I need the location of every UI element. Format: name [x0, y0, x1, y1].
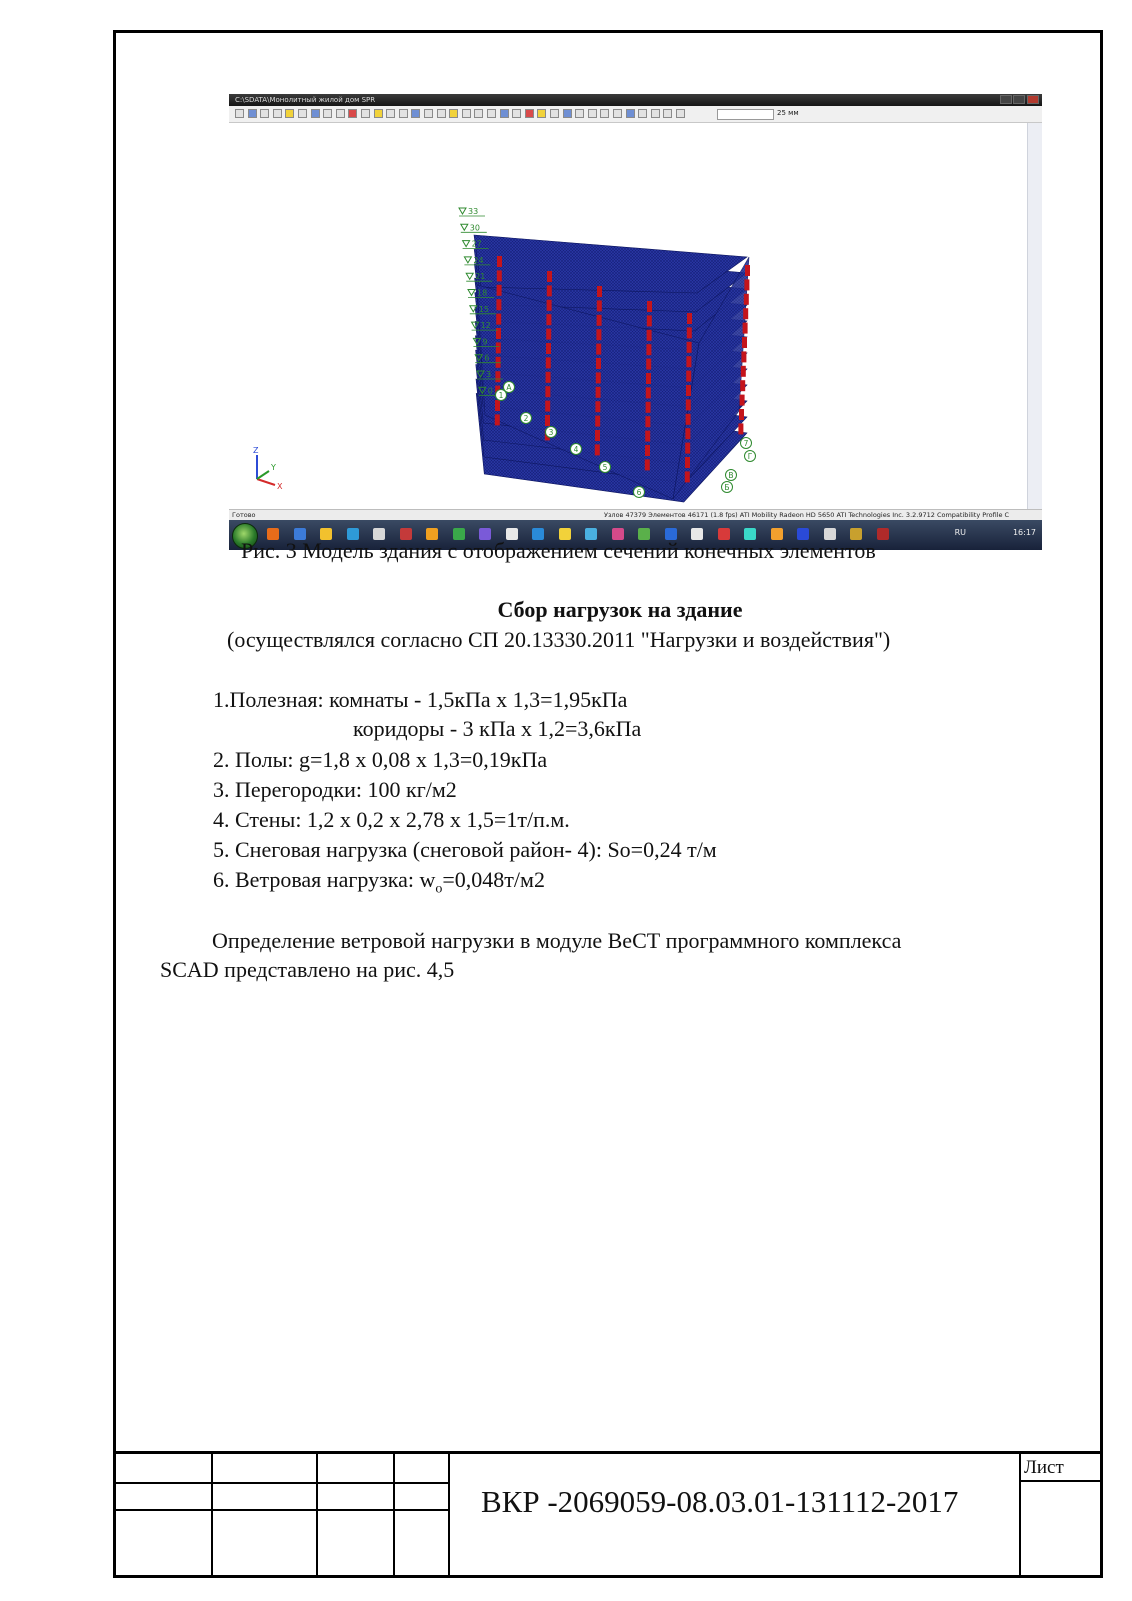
toolbar-tool-icon[interactable]: [575, 109, 584, 118]
zoom-unit: 25 мм: [777, 109, 799, 117]
toolbar-tool-icon[interactable]: [487, 109, 496, 118]
level-marker-icon: [459, 208, 466, 214]
scad-screenshot: [229, 94, 1042, 550]
axis-bubble-label: В: [728, 471, 734, 480]
status-ready: Готово: [232, 511, 256, 519]
level-label: 18: [477, 288, 488, 298]
column-element: [497, 285, 502, 296]
title-block-col-line: [448, 1451, 450, 1578]
body-paragraph: [160, 926, 940, 984]
load-item-6-prefix: 6. Ветровая нагрузка: w: [213, 867, 436, 892]
toolbar-tool-icon[interactable]: [273, 109, 282, 118]
z-axis-label: Z: [253, 446, 259, 455]
column-element: [495, 414, 500, 425]
figure-caption-text: Рис. 3 Модель здания с отображением сечений конечных элементов: [241, 538, 876, 563]
level-label: 21: [475, 272, 486, 282]
maximize-button[interactable]: [1013, 95, 1025, 104]
load-item-5: 5. Снеговая нагрузка (снеговой район- 4): So=0,24 т/м: [213, 837, 717, 862]
tray-clock: 16:17: [1012, 528, 1036, 537]
column-element: [546, 343, 551, 354]
column-element: [496, 299, 501, 310]
column-element: [647, 330, 652, 341]
column-element: [596, 329, 601, 340]
column-element: [739, 409, 744, 420]
title-block-col-line: [211, 1451, 213, 1578]
column-element: [596, 387, 601, 398]
column-element: [646, 359, 651, 370]
taskbar-app-icon[interactable]: [877, 528, 889, 540]
floor-slab: [471, 235, 747, 293]
zoom-step-field[interactable]: [717, 109, 774, 120]
column-element: [595, 401, 600, 412]
column-element: [686, 371, 691, 382]
column-element: [546, 372, 551, 383]
column-element: [547, 271, 552, 282]
column-element: [685, 471, 690, 482]
axis-bubble-label: Б: [724, 483, 730, 492]
level-label: 33: [468, 207, 479, 216]
column-element: [645, 416, 650, 427]
column-element: [685, 443, 690, 454]
toolbar-tool-icon[interactable]: [260, 109, 269, 118]
toolbar-tool-icon[interactable]: [235, 109, 244, 118]
column-element: [496, 342, 501, 353]
x-axis-line: [257, 479, 275, 485]
toolbar-tool-icon[interactable]: [600, 109, 609, 118]
column-element: [646, 373, 651, 384]
level-label: 3: [486, 370, 492, 379]
column-element: [647, 301, 652, 312]
column-element: [546, 314, 551, 325]
axis-bubble-label: 2: [523, 414, 529, 423]
level-marker-icon: [466, 273, 473, 279]
sheet-col-line: [1019, 1451, 1021, 1578]
section-subheading: (осуществлялся согласно СП 20.13330.2011 "Нагрузки и воздействия"): [227, 627, 891, 652]
toolbar-tool-icon[interactable]: [386, 109, 395, 118]
sheet-label: Лист: [1024, 1457, 1064, 1478]
column-element: [497, 270, 502, 281]
load-item-6: [213, 867, 545, 897]
level-marker-icon: [464, 257, 471, 263]
toolbar-tool-icon[interactable]: [311, 109, 320, 118]
window-title: C:\SDATA\Монолитный жилой дом SPR: [235, 96, 376, 104]
column-element: [646, 344, 651, 355]
column-element: [687, 313, 692, 324]
toolbar-tool-icon[interactable]: [323, 109, 332, 118]
axis-bubble-label: 1: [498, 391, 504, 400]
column-element: [647, 315, 652, 326]
toolbar-tool-icon[interactable]: [651, 109, 660, 118]
column-element: [596, 358, 601, 369]
toolbar-tool-icon[interactable]: [361, 109, 370, 118]
toolbar-tool-icon[interactable]: [613, 109, 622, 118]
column-element: [744, 294, 749, 305]
status-bar: [229, 509, 1042, 520]
column-element: [645, 445, 650, 456]
toolbar-tool-icon[interactable]: [626, 109, 635, 118]
column-element: [496, 328, 501, 339]
toolbar-tool-icon[interactable]: [298, 109, 307, 118]
toolbar-tool-icon[interactable]: [474, 109, 483, 118]
x-axis-label: X: [277, 482, 283, 491]
column-element: [686, 385, 691, 396]
level-label: 30: [469, 223, 480, 233]
y-axis-line: [257, 471, 269, 479]
load-item-6-suffix: =0,048т/м2: [442, 867, 545, 892]
level-label: 15: [478, 304, 489, 314]
coordinate-triad: [253, 446, 283, 491]
column-element: [645, 459, 650, 470]
column-element: [596, 344, 601, 355]
toolbar-tool-icon[interactable]: [411, 109, 420, 118]
window-titlebar: [229, 94, 1042, 106]
level-marker-icon: [461, 224, 468, 230]
toolbar-tool-icon[interactable]: [563, 109, 572, 118]
toolbar-tool-icon[interactable]: [588, 109, 597, 118]
toolbar-tool-icon[interactable]: [449, 109, 458, 118]
level-label: 9: [482, 337, 488, 347]
level-marker-icon: [468, 290, 475, 296]
column-element: [547, 300, 552, 311]
level-label: 12: [480, 321, 491, 331]
column-element: [686, 414, 691, 425]
level-label: 0: [487, 386, 493, 396]
toolbar-tool-icon[interactable]: [663, 109, 672, 118]
column-element: [740, 380, 745, 391]
load-item-1-corridors: коридоры - 3 кПа х 1,2=3,6кПа: [353, 716, 642, 741]
toolbar-tool-icon[interactable]: [336, 109, 345, 118]
column-element: [497, 256, 502, 267]
sheet-cell-line: [1021, 1480, 1103, 1482]
system-tray: [954, 528, 1036, 537]
column-element: [546, 329, 551, 340]
minimize-button[interactable]: [1000, 95, 1012, 104]
column-element: [545, 401, 550, 412]
title-block-col-line: [316, 1451, 318, 1578]
toolbar-tool-icon[interactable]: [676, 109, 685, 118]
toolbar-tool-icon[interactable]: [462, 109, 471, 118]
column-element: [738, 423, 743, 434]
column-element: [687, 342, 692, 353]
column-element: [545, 386, 550, 397]
column-element: [597, 300, 602, 311]
y-axis-label: Y: [271, 463, 276, 472]
column-element: [743, 308, 748, 319]
column-element: [743, 323, 748, 334]
column-element: [686, 356, 691, 367]
axis-bubble-label: 5: [602, 463, 608, 472]
axis-bubble-label: 7: [743, 439, 749, 448]
column-element: [595, 416, 600, 427]
column-element: [685, 457, 690, 468]
column-element: [645, 431, 650, 442]
status-info: Узлов 47379 Элементов 46171 (1.8 fps) ATI Mobility Radeon HD 5650 ATI Technologies Inc. 3.2.9712 Compatibility Profile C: [604, 511, 1010, 519]
column-element: [496, 314, 501, 325]
toolbar-tool-icon[interactable]: [348, 109, 357, 118]
toolbar-tool-icon[interactable]: [399, 109, 408, 118]
toolbar-tool-icon[interactable]: [638, 109, 647, 118]
column-element: [597, 315, 602, 326]
toolbar-tool-icon[interactable]: [512, 109, 521, 118]
column-element: [546, 357, 551, 368]
toolbar-tool-icon[interactable]: [374, 109, 383, 118]
column-element: [595, 430, 600, 441]
level-label: 6: [484, 353, 490, 363]
column-element: [685, 428, 690, 439]
column-element: [745, 265, 750, 276]
load-item-1: 1.Полезная: комнаты - 1,5кПа х 1,3=1,95кПа: [213, 687, 628, 712]
axis-bubble-label: 4: [573, 445, 579, 454]
column-element: [547, 285, 552, 296]
level-label: 27: [471, 239, 482, 249]
toolbar-tool-icon[interactable]: [500, 109, 509, 118]
column-element: [496, 357, 501, 368]
column-element: [687, 327, 692, 338]
level-label: 24: [473, 255, 484, 265]
toolbar-tool-icon[interactable]: [285, 109, 294, 118]
toolbar: [229, 106, 1042, 123]
document-code: ВКР -2069059-08.03.01-131112-2017: [481, 1484, 959, 1519]
building-model: [471, 235, 750, 502]
column-element: [740, 395, 745, 406]
axis-bubble-label: 6: [636, 488, 642, 497]
toolbar-tool-icon[interactable]: [550, 109, 559, 118]
title-block-col-line: [393, 1451, 395, 1578]
axis-bubble-label: Г: [747, 452, 753, 461]
column-element: [744, 279, 749, 290]
toolbar-tool-icon[interactable]: [424, 109, 433, 118]
tray-language[interactable]: RU: [954, 528, 966, 537]
load-item-3: 3. Перегородки: 100 кг/м2: [213, 777, 457, 802]
toolbar-tool-icon[interactable]: [248, 109, 257, 118]
section-heading: Сбор нагрузок на здание: [497, 597, 743, 622]
column-element: [495, 400, 500, 411]
right-tool-strip[interactable]: [1027, 123, 1042, 509]
column-element: [646, 387, 651, 398]
load-item-2: 2. Полы: g=1,8 х 0,08 х 1,3=0,19кПа: [213, 747, 548, 772]
load-item-6-subscript: o: [435, 881, 443, 897]
toolbar-tool-icon[interactable]: [525, 109, 534, 118]
title-block-row-line: [113, 1482, 450, 1484]
column-element: [596, 372, 601, 383]
column-element: [686, 399, 691, 410]
column-element: [595, 444, 600, 455]
column-element: [597, 286, 602, 297]
title-block-row-line: [113, 1509, 450, 1511]
column-element: [742, 337, 747, 348]
column-element: [646, 402, 651, 413]
close-button[interactable]: [1027, 95, 1039, 104]
title-block-top-line: [113, 1451, 1103, 1454]
column-element: [495, 371, 500, 382]
model-viewport[interactable]: [229, 123, 1028, 509]
column-element: [741, 351, 746, 362]
axis-bubble-label: 3: [548, 428, 554, 437]
level-marker-icon: [463, 241, 470, 247]
column-element: [741, 366, 746, 377]
load-item-4: 4. Стены: 1,2 х 0,2 х 2,78 х 1,5=1т/п.м.: [213, 807, 570, 832]
toolbar-tool-icon[interactable]: [437, 109, 446, 118]
axis-bubble-label: А: [506, 383, 512, 392]
toolbar-tool-icon[interactable]: [537, 109, 546, 118]
body-paragraph-text: Определение ветровой нагрузки в модуле ВеСТ программного комплекса SCAD представлено на рис. 4,5: [160, 928, 902, 982]
column-element: [545, 415, 550, 426]
